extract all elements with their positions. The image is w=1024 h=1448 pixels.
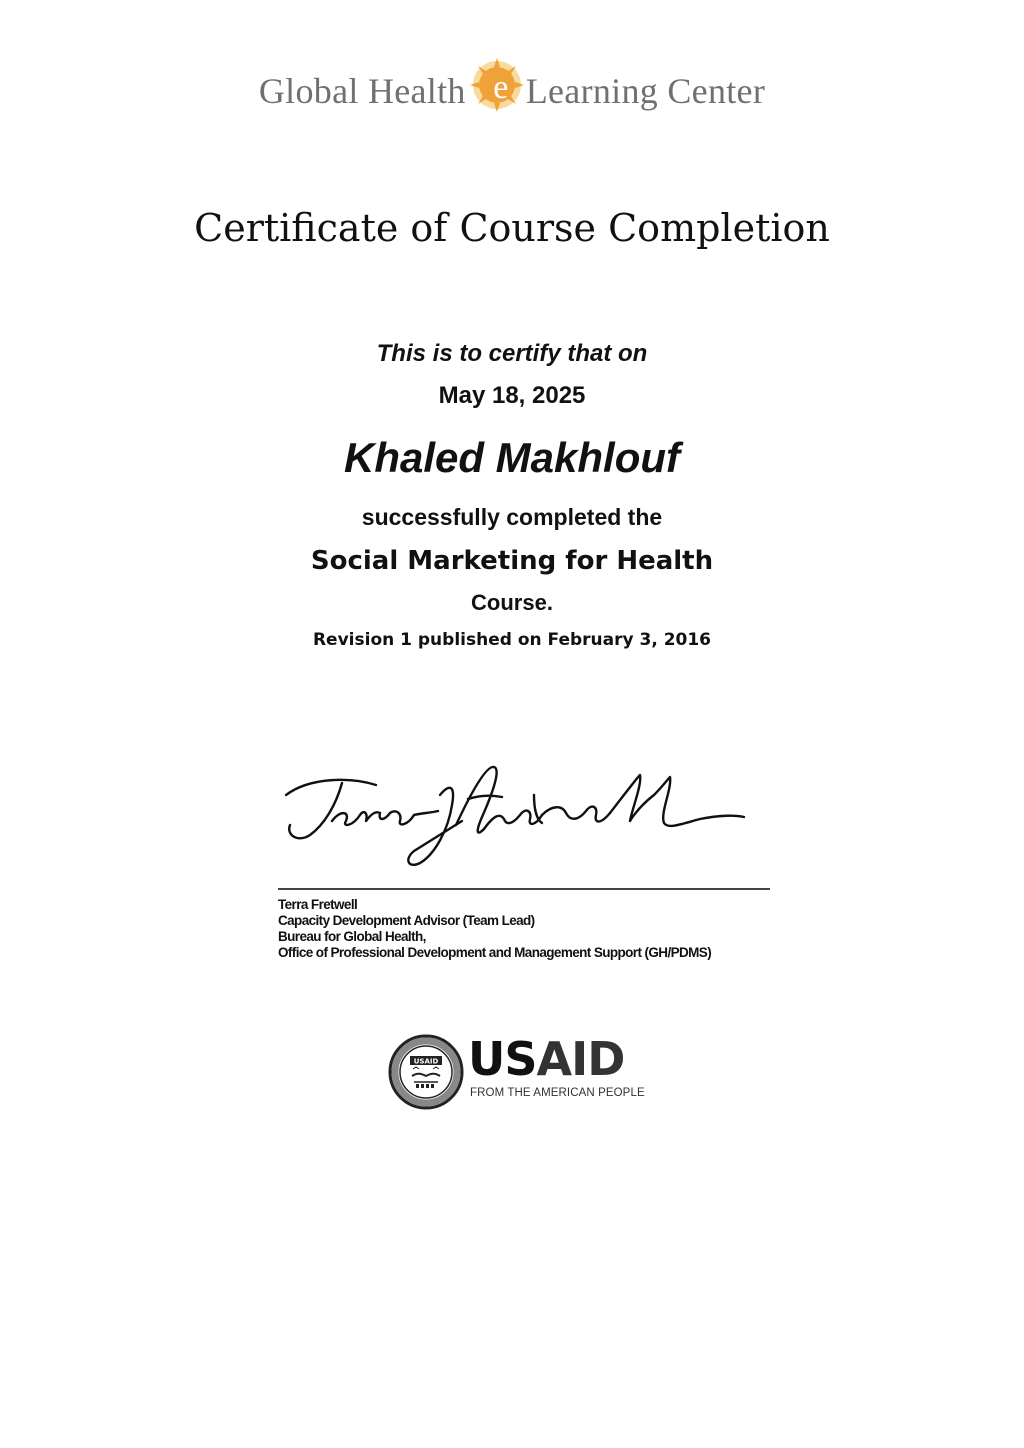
signature-line xyxy=(278,888,770,890)
usaid-logo xyxy=(388,1032,648,1112)
sun-icon xyxy=(470,58,524,112)
usaid-seal-icon xyxy=(388,1034,464,1110)
logo-text-left: Global Health xyxy=(258,71,466,111)
usaid-wordmark xyxy=(468,1032,625,1086)
signatory-office: Office of Professional Development and Management Support (GH/PDMS) xyxy=(278,945,712,960)
course-suffix: Course. xyxy=(471,590,553,615)
completion-date: May 18, 2025 xyxy=(438,382,586,409)
svg-text:USAID: USAID xyxy=(413,1057,439,1066)
certify-intro: This is to certify that on xyxy=(376,340,648,367)
usaid-wordmark-us: US xyxy=(468,1032,537,1086)
logo-e-letter: e xyxy=(493,69,509,106)
signatory-role: Capacity Development Advisor (Team Lead) xyxy=(278,913,535,928)
logo-text-right: Learning Center xyxy=(525,71,766,111)
completed-text: successfully completed the xyxy=(361,504,663,530)
recipient-name: Khaled Makhlouf xyxy=(343,434,681,481)
usaid-wordmark-aid: AID xyxy=(536,1032,625,1086)
signature xyxy=(280,755,750,880)
signatory-name: Terra Fretwell xyxy=(278,897,358,912)
usaid-tagline: FROM THE AMERICAN PEOPLE xyxy=(470,1087,645,1099)
course-name: Social Marketing for Health xyxy=(310,546,714,576)
revision-info: Revision 1 published on February 3, 2016 xyxy=(312,630,712,650)
certificate-title: Certificate of Course Completion xyxy=(194,206,830,250)
global-health-elearning-logo xyxy=(0,64,1024,134)
signatory-block xyxy=(278,897,838,961)
signatory-bureau: Bureau for Global Health, xyxy=(278,929,426,944)
